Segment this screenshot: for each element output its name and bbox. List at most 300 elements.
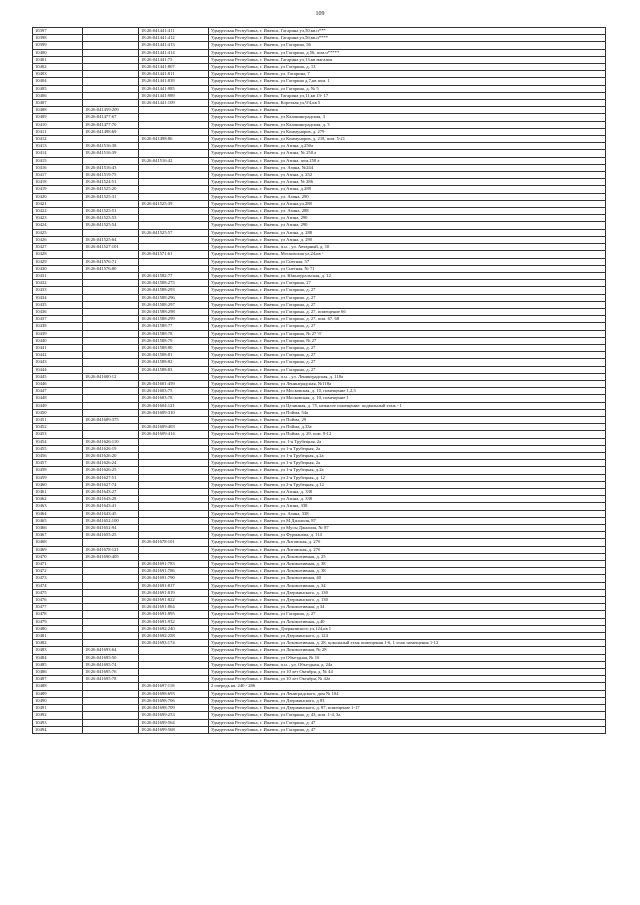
land-cadastral-cell: 18:26:041626:110 (83, 438, 139, 445)
building-cadastral-cell: 18:26:041699:568 (139, 726, 209, 733)
page-number: 109 (315, 11, 325, 17)
building-cadastral-cell (139, 467, 209, 474)
address-cell: Удмуртская Республика, г. Ижевск, ул Дзержинского, д 83 (209, 697, 606, 704)
table-row (33, 28, 606, 35)
building-cadastral-cell: 18:26:041588:296 (139, 294, 209, 301)
row-number-cell: 10427 (33, 244, 83, 251)
table-row (33, 683, 606, 690)
address-cell: Удмуртская Республика, г. Ижевск, ул Азина, 290 (209, 215, 606, 222)
row-number-cell: 10409 (33, 114, 83, 121)
table-row (33, 251, 606, 258)
row-number-cell: 10453 (33, 431, 83, 438)
address-cell: Удмуртская Республика, г. Ижевск, ул Дзержинского, д. 87, помещение 1-17 (209, 705, 606, 712)
table-row (33, 287, 606, 294)
land-cadastral-cell: 18:26:041695:76 (83, 669, 139, 676)
building-cadastral-cell (139, 553, 209, 560)
address-cell: Удмуртская Республика, г. Ижевск, ул Гагарина, д. 27 (209, 294, 606, 301)
building-cadastral-cell: 18:26:041516:42 (139, 157, 209, 164)
building-cadastral-cell: 18:26:041588:83 (139, 366, 209, 373)
building-cadastral-cell: 18:26:041441:811 (139, 71, 209, 78)
building-cadastral-cell: 18:26:041609:403 (139, 424, 209, 431)
table-row (33, 546, 606, 553)
table-row (33, 604, 606, 611)
row-number-cell: 10455 (33, 445, 83, 452)
land-cadastral-cell (83, 712, 139, 719)
building-cadastral-cell (139, 222, 209, 229)
address-cell: Удмуртская Республика, г. Ижевск, ул Азина, д. 252 (209, 172, 606, 179)
row-number-cell: 10486 (33, 669, 83, 676)
table-row (33, 143, 606, 150)
row-number-cell: 10476 (33, 597, 83, 604)
table-row (33, 676, 606, 683)
row-number-cell: 10464 (33, 510, 83, 517)
table-row (33, 669, 606, 676)
row-number-cell: 10482 (33, 640, 83, 647)
row-number-cell: 10418 (33, 179, 83, 186)
land-cadastral-cell (83, 424, 139, 431)
land-cadastral-cell (83, 625, 139, 632)
table-row (33, 272, 606, 279)
table-row (33, 726, 606, 733)
building-cadastral-cell: 18:26:041588:79 (139, 337, 209, 344)
building-cadastral-cell: 18:26:041691:783 (139, 561, 209, 568)
table-row (33, 661, 606, 668)
row-number-cell: 10428 (33, 251, 83, 258)
land-cadastral-cell: 18:26:041516:43 (83, 164, 139, 171)
building-cadastral-cell (139, 164, 209, 171)
row-number-cell: 10451 (33, 416, 83, 423)
land-cadastral-cell (83, 272, 139, 279)
table-row (33, 380, 606, 387)
address-cell: Удмуртская Республика, г. Ижевск, ул Литовская, д. 27б (209, 546, 606, 553)
land-cadastral-cell (83, 78, 139, 85)
table-row (33, 200, 606, 207)
building-cadastral-cell (139, 452, 209, 459)
row-number-cell: 10485 (33, 661, 83, 668)
table-row (33, 280, 606, 287)
address-cell: Удмуртская Республика, г. Ижевск, ул Гагарина, д. 27 (209, 359, 606, 366)
land-cadastral-cell (83, 344, 139, 351)
address-cell: Удмуртская Республика, г. Ижевск, ул Снегная, № 71 (209, 265, 606, 272)
table-row (33, 539, 606, 546)
table-row (33, 323, 606, 330)
address-cell: Удмуртская Республика, г. Ижевск, ул. 1-я Трубецкая, 2а (209, 438, 606, 445)
table-row (33, 316, 606, 323)
address-cell: Удмуртская Республика, г. Ижевск, ул Азина, д. 288 (209, 229, 606, 236)
land-cadastral-cell: 18:26:041477:67 (83, 114, 139, 121)
land-cadastral-cell (83, 100, 139, 107)
row-number-cell: 10412 (33, 136, 83, 143)
table-row (33, 532, 606, 539)
building-cadastral-cell: 18:26:041609:414 (139, 431, 209, 438)
address-cell: Удмуртская Республика, г. Ижевск, ул 1-я Трубецкая, д.2а (209, 467, 606, 474)
row-number-cell: 10431 (33, 272, 83, 279)
address-cell: Удмуртская Республика, г. Ижевск, ул Локомотивная, д. 34 (209, 582, 606, 589)
building-cadastral-cell (139, 172, 209, 179)
address-cell: Удмуртская Республика, г. Ижевск, ул Гагарина, № 27 'б' (209, 330, 606, 337)
row-number-cell: 10411 (33, 128, 83, 135)
table-row (33, 164, 606, 171)
land-cadastral-cell: 18:26:041525:64 (83, 236, 139, 243)
address-cell: Удмуртская Республика, г. Ижевск, ул Дзержинского, д. 130 (209, 597, 606, 604)
row-number-cell: 10439 (33, 330, 83, 337)
address-cell: Удмуртская Республика, г. Ижевск, ул Азина, д.250а (209, 143, 606, 150)
table-row (33, 179, 606, 186)
address-cell: Удмуртская Республика, г. Ижевск, Короткая ул,9/4,кв 5 (209, 100, 606, 107)
address-cell: Удмуртская Республика, г. Ижевск, ул. Азина, №244 (209, 164, 606, 171)
table-row (33, 157, 606, 164)
building-cadastral-cell (139, 128, 209, 135)
land-cadastral-cell (83, 323, 139, 330)
table-row (33, 452, 606, 459)
table-row (33, 373, 606, 380)
row-number-cell: 10400 (33, 49, 83, 56)
table-row (33, 330, 606, 337)
row-number-cell: 10474 (33, 582, 83, 589)
building-cadastral-cell: 18:26:041588:275 (139, 280, 209, 287)
table-row (33, 222, 606, 229)
building-cadastral-cell: 18:26:041441:985 (139, 85, 209, 92)
land-cadastral-cell (83, 366, 139, 373)
building-cadastral-cell (139, 445, 209, 452)
building-cadastral-cell (139, 215, 209, 222)
building-cadastral-cell (139, 265, 209, 272)
row-number-cell: 10401 (33, 56, 83, 63)
building-cadastral-cell: 18:26:041588:297 (139, 301, 209, 308)
building-cadastral-cell (139, 186, 209, 193)
land-cadastral-cell: 18:26:041525:31 (83, 193, 139, 200)
building-cadastral-cell (139, 481, 209, 488)
land-cadastral-cell (83, 280, 139, 287)
address-cell: Удмуртская Республика, г. Ижевск, ул Московская, д. 10, помещение 1 (209, 395, 606, 402)
table-row (33, 496, 606, 503)
building-cadastral-cell: 18:26:041609:310 (139, 409, 209, 416)
address-cell: Удмуртская Республика, г. Ижевск, ул. Азина, 288 (209, 208, 606, 215)
building-cadastral-cell: 18:26:041441:839 (139, 78, 209, 85)
land-cadastral-cell: 18:26:041519:75 (83, 172, 139, 179)
building-cadastral-cell: 18:26:041441:414 (139, 49, 209, 56)
table-row (33, 64, 606, 71)
building-cadastral-cell: 18:26:041588:77 (139, 323, 209, 330)
building-cadastral-cell (139, 647, 209, 654)
table-row (33, 431, 606, 438)
address-cell: Удмуртская Республика, г. Ижевск, ул Пойма, 29 (209, 416, 606, 423)
address-cell: Удмуртская Республика, г. Ижевск, ул 2-я Трубецкая, д.12 (209, 481, 606, 488)
row-number-cell: 10420 (33, 193, 83, 200)
row-number-cell: 10480 (33, 625, 83, 632)
building-cadastral-cell: 18:26:041699:564 (139, 719, 209, 726)
building-cadastral-cell: 18:26:041691:819 (139, 589, 209, 596)
address-cell: Удмуртская Республика, г. Ижевск, ул Литовская, д. 27б (209, 539, 606, 546)
land-cadastral-cell: 18:26:041459:209 (83, 107, 139, 114)
land-cadastral-cell (83, 589, 139, 596)
building-cadastral-cell (139, 114, 209, 121)
address-cell: Удмуртская Республика, г. Ижевск, ул М.Джалиля, 87 (209, 517, 606, 524)
address-cell: Удмуртская Республика, г. Ижевск, ул Азина, № 286 (209, 179, 606, 186)
building-cadastral-cell: 18:26:041441:413 (139, 42, 209, 49)
table-row (33, 388, 606, 395)
address-cell: Удмуртская Республика, г. Ижевск, ул Гагарина, д. 13 (209, 64, 606, 71)
table-row (33, 215, 606, 222)
land-cadastral-cell (83, 56, 139, 63)
row-number-cell: 10466 (33, 525, 83, 532)
row-number-cell: 10458 (33, 467, 83, 474)
land-cadastral-cell: 18:26:041643:27 (83, 489, 139, 496)
land-cadastral-cell (83, 726, 139, 733)
land-cadastral-cell (83, 611, 139, 618)
building-cadastral-cell (139, 654, 209, 661)
land-cadastral-cell (83, 71, 139, 78)
building-cadastral-cell: 18:26:041699:253 (139, 712, 209, 719)
building-cadastral-cell: 18:26:041691:895 (139, 611, 209, 618)
table-row (33, 193, 606, 200)
row-number-cell: 10475 (33, 589, 83, 596)
building-cadastral-cell: 18:26:041441:989 (139, 92, 209, 99)
building-cadastral-cell: 18:26:041678:101 (139, 539, 209, 546)
row-number-cell: 10487 (33, 676, 83, 683)
row-number-cell: 10457 (33, 460, 83, 467)
table-row (33, 172, 606, 179)
building-cadastral-cell: 18:26:041691:822 (139, 597, 209, 604)
address-cell: Удмуртская Республика, г. Ижевск, п.н. , ул. Ленинградская, д. 118а (209, 373, 606, 380)
address-cell: Удмуртская Республика, г. Ижевск, ул Гагарина, д. 47 (209, 726, 606, 733)
land-cadastral-cell (83, 690, 139, 697)
row-number-cell: 10493 (33, 719, 83, 726)
address-cell: Удмуртская Республика, г. Ижевск, Гагарина ул,13,кв магазин (209, 56, 606, 63)
building-cadastral-cell (139, 236, 209, 243)
land-cadastral-cell (83, 359, 139, 366)
table-row (33, 395, 606, 402)
address-cell: Удмуртская Республика, г. Ижевск, ул Объездная, № 1б (209, 654, 606, 661)
address-cell: Удмуртская Республика, г. Ижевск, ул Азина, 290 (209, 222, 606, 229)
building-cadastral-cell: 18:26:041691:932 (139, 618, 209, 625)
land-cadastral-cell (83, 352, 139, 359)
row-number-cell: 10492 (33, 712, 83, 719)
table-row (33, 114, 606, 121)
building-cadastral-cell: 18:26:041698:709 (139, 705, 209, 712)
address-cell: Удмуртская Республика, г. Ижевск, ул Гагарина, д. 27, помещение 66 (209, 308, 606, 315)
table-row (33, 337, 606, 344)
row-number-cell: 10490 (33, 697, 83, 704)
cadastral-table (32, 27, 606, 734)
address-cell: Удмуртская Республика, г. Ижевск, ул. Азина, 290 (209, 193, 606, 200)
land-cadastral-cell: 18:26:041695:74 (83, 661, 139, 668)
land-cadastral-cell (83, 640, 139, 647)
table-row (33, 705, 606, 712)
table-row (33, 71, 606, 78)
address-cell: Удмуртская Республика, г. Ижевск, ул Локомотивная, д.40 (209, 618, 606, 625)
land-cadastral-cell (83, 85, 139, 92)
address-cell: Удмуртская Республика, г. Ижевск, ул Гагарина, д. 27, пом. 67, 68 (209, 316, 606, 323)
table-row (33, 208, 606, 215)
building-cadastral-cell: 18:26:041603:75 (139, 388, 209, 395)
address-cell: Удмуртская Республика, г. Ижевск, ул. Южноуральская, д. 12 (209, 272, 606, 279)
address-cell: Удмуртская Республика, г. Ижевск, ул Азина,ул.288 (209, 200, 606, 207)
table-row (33, 352, 606, 359)
row-number-cell: 10414 (33, 150, 83, 157)
land-cadastral-cell: 18:26:041516:38 (83, 143, 139, 150)
row-number-cell: 10468 (33, 539, 83, 546)
land-cadastral-cell (83, 380, 139, 387)
land-cadastral-cell: 18:26:041627:51 (83, 474, 139, 481)
table-row (33, 618, 606, 625)
row-number-cell: 10417 (33, 172, 83, 179)
land-cadastral-cell (83, 28, 139, 35)
address-cell: Удмуртская Республика, г. Ижевск, ул Пойма, д.33а (209, 424, 606, 431)
table-row (33, 366, 606, 373)
address-cell: Удмуртская Республика, г. Ижевск, ул 1-я Трубецкая, 2а (209, 445, 606, 452)
address-cell: Удмуртская Республика, г. Ижевск, ул Азина, д. 338 (209, 496, 606, 503)
row-number-cell: 10477 (33, 604, 83, 611)
row-number-cell: 10415 (33, 157, 83, 164)
land-cadastral-cell (83, 705, 139, 712)
row-number-cell: 10459 (33, 474, 83, 481)
address-cell: Удмуртская Республика, г. Ижевск, ул Лениградского, дом № 104 (209, 690, 606, 697)
row-number-cell: 10467 (33, 532, 83, 539)
row-number-cell: 10465 (33, 517, 83, 524)
table-row (33, 409, 606, 416)
row-number-cell: 10491 (33, 705, 83, 712)
table-row (33, 654, 606, 661)
row-number-cell: 10446 (33, 380, 83, 387)
land-cadastral-cell (83, 683, 139, 690)
address-cell: Удмуртская Республика, г. Ижевск, ул Целинная, д. 75, нежилое помещение: подвальный этаж - 1 (209, 402, 606, 409)
table-row (33, 107, 606, 114)
land-cadastral-cell: 18:26:041525:20 (83, 186, 139, 193)
land-cadastral-cell (83, 719, 139, 726)
table-row (33, 640, 606, 647)
row-number-cell: 10461 (33, 489, 83, 496)
building-cadastral-cell: 18:26:041698:693 (139, 690, 209, 697)
table-row (33, 481, 606, 488)
building-cadastral-cell (139, 121, 209, 128)
address-cell: Удмуртская Республика, г. Ижевск, ул Азина, 338 (209, 503, 606, 510)
building-cadastral-cell: 18:26:041692:240 (139, 625, 209, 632)
row-number-cell: 10432 (33, 280, 83, 287)
table-row (33, 438, 606, 445)
building-cadastral-cell: 18:26:041601:459 (139, 380, 209, 387)
row-number-cell: 10424 (33, 222, 83, 229)
table-row (33, 258, 606, 265)
land-cadastral-cell: 18:26:041626:19 (83, 445, 139, 452)
building-cadastral-cell (139, 416, 209, 423)
building-cadastral-cell: 18:26:041588:81 (139, 352, 209, 359)
row-number-cell: 10442 (33, 352, 83, 359)
address-cell: Удмуртская Республика, г. Ижевск, ул Коммунаров, д. 218, пом. 5-21 (209, 136, 606, 143)
table-row (33, 128, 606, 135)
land-cadastral-cell: 18:26:041695:78 (83, 676, 139, 683)
land-cadastral-cell: 18:26:041678:121 (83, 546, 139, 553)
row-number-cell: 10454 (33, 438, 83, 445)
land-cadastral-cell (83, 42, 139, 49)
table-row (33, 294, 606, 301)
address-cell: Удмуртская Республика, г. Ижевск, Гагарина ул,50,кв.п*** (209, 28, 606, 35)
building-cadastral-cell (139, 532, 209, 539)
table-row (33, 416, 606, 423)
row-number-cell: 10478 (33, 611, 83, 618)
row-number-cell: 10430 (33, 265, 83, 272)
row-number-cell: 10425 (33, 229, 83, 236)
land-cadastral-cell: 18:26:041498:69 (83, 128, 139, 135)
building-cadastral-cell: 18:26:041693:174 (139, 640, 209, 647)
building-cadastral-cell (139, 546, 209, 553)
address-cell: Удмуртская Республика, г. Ижевск, ул Гагарина, д. 27 (209, 611, 606, 618)
building-cadastral-cell (139, 438, 209, 445)
building-cadastral-cell: 18:26:041588:298 (139, 308, 209, 315)
building-cadastral-cell (139, 517, 209, 524)
address-cell: Удмуртская Республика, г. Ижевск, ул Локомотивная, д. 28, цокольный этаж помещения 1-6, 1 этаж помещения 1-12 (209, 640, 606, 647)
table-row (33, 244, 606, 251)
table-row (33, 690, 606, 697)
land-cadastral-cell (83, 251, 139, 258)
building-cadastral-cell: 18:26:041441:109 (139, 100, 209, 107)
table-row (33, 236, 606, 243)
building-cadastral-cell (139, 669, 209, 676)
address-cell: Удмуртская Республика, г. Ижевск, ул Дзержинского, д. 130 (209, 589, 606, 596)
row-number-cell: 10399 (33, 42, 83, 49)
row-number-cell: 10398 (33, 35, 83, 42)
row-number-cell: 10472 (33, 568, 83, 575)
address-cell: Удмуртская Республика, г. Ижевск, ул Локомотивная, № 28 (209, 647, 606, 654)
address-cell: Удмуртская Республика, г. Ижевск, ул 1-я Трубецкая, 2а (209, 460, 606, 467)
building-cadastral-cell (139, 661, 209, 668)
address-cell: Удмуртская Республика, г. Ижевск, ул Азина, пом.250 а (209, 157, 606, 164)
address-cell: Удмуртская Республика, г. Ижевск, ул Гагарина, д. 27 (209, 301, 606, 308)
table-row (33, 150, 606, 157)
address-cell: Удмуртская Республика, г. Ижевск, Дзержинского ул,124,кв 1 (209, 625, 606, 632)
table-row (33, 517, 606, 524)
land-cadastral-cell: 18:26:041626:24 (83, 460, 139, 467)
address-cell: Удмуртская Республика, г. Ижевск, п.н. , ул. Автарный, д. 10 (209, 244, 606, 251)
land-cadastral-cell: 18:26:041525:54 (83, 222, 139, 229)
building-cadastral-cell: 18:26:041441:412 (139, 35, 209, 42)
land-cadastral-cell (83, 561, 139, 568)
building-cadastral-cell (139, 208, 209, 215)
row-number-cell: 10416 (33, 164, 83, 171)
building-cadastral-cell (139, 107, 209, 114)
row-number-cell: 10441 (33, 344, 83, 351)
building-cadastral-cell: 18:26:041691:786 (139, 568, 209, 575)
address-cell: Удмуртская Республика, г. Ижевск, ул Азина, д. 290 (209, 236, 606, 243)
table-row (33, 85, 606, 92)
building-cadastral-cell: 18:26:041697:118 (139, 683, 209, 690)
land-cadastral-cell: 18:26:041643:28 (83, 496, 139, 503)
address-cell: Удмуртская Республика, г. Ижевск, ул Гагарина, № 27 (209, 337, 606, 344)
land-cadastral-cell (83, 316, 139, 323)
row-number-cell: 10410 (33, 121, 83, 128)
land-cadastral-cell: 18:26:041525:53 (83, 215, 139, 222)
address-cell: Удмуртская Республика, г. Ижевск, ул Локомотивная, д 34 (209, 604, 606, 611)
row-number-cell: 10437 (33, 316, 83, 323)
building-cadastral-cell (139, 496, 209, 503)
building-cadastral-cell: 18:26:041588:80 (139, 344, 209, 351)
table-row (33, 460, 606, 467)
building-cadastral-cell (139, 510, 209, 517)
row-number-cell: 10481 (33, 633, 83, 640)
table-row (33, 265, 606, 272)
land-cadastral-cell (83, 618, 139, 625)
table-row (33, 42, 606, 49)
building-cadastral-cell (139, 503, 209, 510)
table-row (33, 489, 606, 496)
land-cadastral-cell (83, 330, 139, 337)
table-row (33, 553, 606, 560)
table-row (33, 611, 606, 618)
land-cadastral-cell (83, 337, 139, 344)
address-cell: Удмуртская Республика, г. Ижевск, п.н. , ул. Объездная, д. 24а (209, 661, 606, 668)
table-row (33, 561, 606, 568)
land-cadastral-cell (83, 604, 139, 611)
